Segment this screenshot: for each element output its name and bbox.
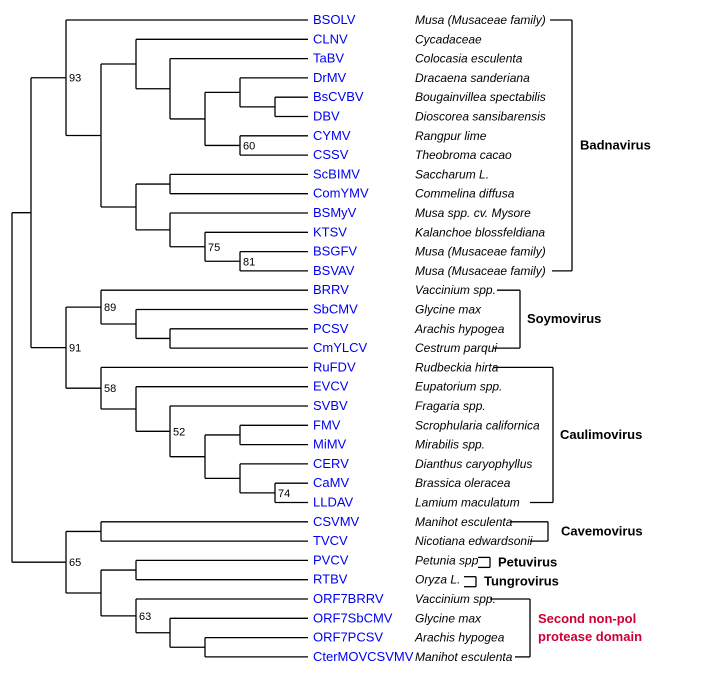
host-label-svbv: Fragaria spp. xyxy=(415,399,486,413)
taxon-label-mimv: MiMV xyxy=(313,436,347,452)
taxon-label-svbv: SVBV xyxy=(313,398,348,413)
host-label-bsolv: Musa (Musaceae family) xyxy=(415,13,546,27)
taxon-label-bsolv: BSOLV xyxy=(313,12,356,27)
taxon-label-bscvbv: BsCVBV xyxy=(313,89,364,105)
taxon-label-rtbv: RTBV xyxy=(313,571,348,587)
host-label-bsmyv: Musa spp. cv. Mysore xyxy=(415,206,531,220)
host-label-bsvav: Musa (Musaceae family) xyxy=(415,263,546,278)
bootstrap-value-75: 75 xyxy=(208,241,221,254)
host-label-tvcv: Nicotiana edwardsonii xyxy=(415,534,533,549)
taxon-label-clnv: CLNV xyxy=(313,31,348,47)
host-label-brrv: Vaccinium spp. xyxy=(415,283,496,298)
bootstrap-value-65: 65 xyxy=(69,557,82,570)
taxon-label-cymv: CYMV xyxy=(313,127,351,143)
group-label-tungrovirus: Tungrovirus xyxy=(484,573,559,589)
taxon-label-tabv: TaBV xyxy=(313,50,345,66)
bootstrap-value-89: 89 xyxy=(104,302,117,315)
bootstrap-value-60: 60 xyxy=(243,140,256,153)
host-label-camv: Brassica oleracea xyxy=(415,476,511,491)
taxon-label-orf7pcsv: ORF7PCSV xyxy=(313,629,384,645)
taxon-label-lldav: LLDAV xyxy=(313,494,354,510)
taxon-label-bsvav: BSVAV xyxy=(313,262,355,278)
host-label-cmylcv: Cestrum parqui xyxy=(415,341,498,356)
host-label-cymv: Rangpur lime xyxy=(415,128,487,143)
host-label-scbimv: Saccharum L. xyxy=(415,167,490,182)
taxon-label-bsgfv: BSGFV xyxy=(313,243,358,259)
host-label-orf7brrv: Vaccinium spp. xyxy=(415,592,496,606)
taxon-label-pcsv: PCSV xyxy=(313,320,349,336)
host-label-orf7pcsv: Arachis hypogea xyxy=(415,630,505,645)
bootstrap-value-81: 81 xyxy=(243,256,256,269)
host-label-csvmv: Manihot esculenta xyxy=(415,514,513,529)
host-label-ctermovcsvmv: Manihot esculenta xyxy=(415,649,513,664)
host-label-drmv: Dracaena sanderiana xyxy=(415,70,530,85)
taxon-label-fmv: FMV xyxy=(313,417,341,433)
host-label-pvcv: Petunia spp xyxy=(415,553,479,568)
taxon-label-cmylcv: CmYLCV xyxy=(313,340,368,356)
host-label-orf7sbcmv: Glycine max xyxy=(415,611,482,626)
group-label-badnavirus-line-1: Badnavirus xyxy=(580,137,651,153)
bootstrap-value-74: 74 xyxy=(278,487,291,500)
group-label-second-non-pol-protease-domain-line-2: protease domain xyxy=(538,628,643,644)
host-label-cssv: Theobroma cacao xyxy=(415,148,512,163)
host-label-bscvbv: Bougainvillea spectabilis xyxy=(415,90,546,105)
taxon-label-rufdv: RuFDV xyxy=(313,359,356,375)
taxon-label-pvcv: PVCV xyxy=(313,552,349,568)
taxon-label-cerv: CERV xyxy=(313,455,349,471)
bootstrap-value-91: 91 xyxy=(69,342,82,355)
taxon-label-tvcv: TVCV xyxy=(313,533,348,549)
taxon-label-cssv: CSSV xyxy=(313,147,349,163)
host-label-rtbv: Oryza L. xyxy=(415,572,461,587)
host-label-bsgfv: Musa (Musaceae family) xyxy=(415,244,546,259)
host-label-clnv: Cycadaceae xyxy=(415,32,482,47)
taxon-label-sbcmv: SbCMV xyxy=(313,301,358,317)
taxon-label-brrv: BRRV xyxy=(313,282,349,298)
host-label-cerv: Dianthus caryophyllus xyxy=(415,456,533,471)
host-label-pcsv: Arachis hypogea xyxy=(415,321,505,336)
taxon-label-camv: CaMV xyxy=(313,475,350,491)
host-label-rufdv: Rudbeckia hirta xyxy=(415,360,499,375)
taxon-label-orf7brrv: ORF7BRRV xyxy=(313,591,384,606)
taxon-label-csvmv: CSVMV xyxy=(313,513,360,529)
group-label-second-non-pol-protease-domain-line-1: Second non-pol xyxy=(538,610,637,626)
taxon-label-ktsv: KTSV xyxy=(313,224,347,240)
bootstrap-value-63: 63 xyxy=(139,610,152,623)
host-label-lldav: Lamium maculatum xyxy=(415,495,520,510)
taxon-label-orf7sbcmv: ORF7SbCMV xyxy=(313,610,393,626)
host-label-ktsv: Kalanchoe blossfeldiana xyxy=(415,225,546,240)
taxon-label-ctermovcsvmv: CterMOVCSVMV xyxy=(313,648,414,664)
bootstrap-value-93: 93 xyxy=(69,72,82,85)
group-label-caulimovirus-line-1: Caulimovirus xyxy=(560,426,643,442)
taxon-label-evcv: EVCV xyxy=(313,378,349,394)
bootstrap-value-58: 58 xyxy=(104,383,117,396)
taxon-label-drmv: DrMV xyxy=(313,69,347,85)
host-label-sbcmv: Glycine max xyxy=(415,302,482,317)
host-label-fmv: Scrophularia californica xyxy=(415,418,540,433)
host-label-tabv: Colocasia esculenta xyxy=(415,51,523,66)
taxon-label-scbimv: ScBIMV xyxy=(313,166,360,182)
host-label-comymv: Commelina diffusa xyxy=(415,186,515,201)
group-label-cavemovirus-line-1: Cavemovirus xyxy=(561,523,643,539)
taxon-label-comymv: ComYMV xyxy=(313,185,369,201)
group-label-petuvirus: Petuvirus xyxy=(498,554,558,570)
group-label-soymovirus-line-1: Soymovirus xyxy=(527,311,602,327)
taxon-label-dbv: DBV xyxy=(313,108,340,124)
bootstrap-value-52: 52 xyxy=(173,426,186,439)
host-label-mimv: Mirabilis spp. xyxy=(415,437,486,452)
taxon-label-bsmyv: BSMyV xyxy=(313,205,357,220)
host-label-dbv: Dioscorea sansibarensis xyxy=(415,109,546,124)
host-label-evcv: Eupatorium spp. xyxy=(415,379,503,394)
